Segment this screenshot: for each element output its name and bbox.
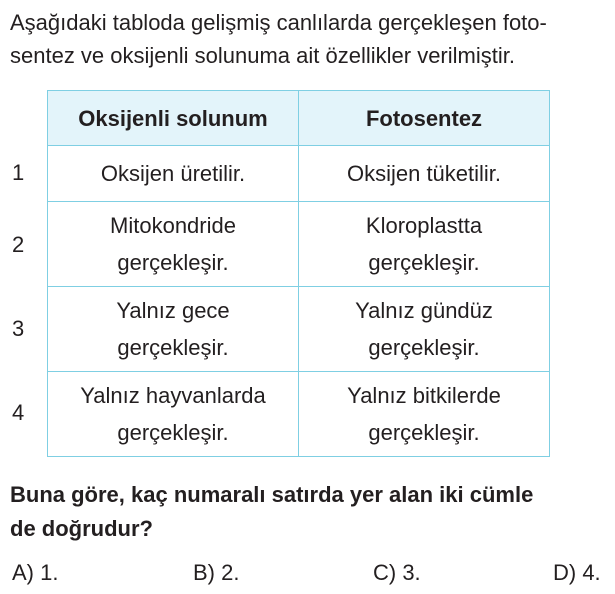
table-row — [48, 202, 550, 287]
table-row — [48, 372, 550, 457]
header-fotosentez: Fotosentez — [299, 91, 550, 146]
cell-line: gerçekleşir. — [117, 250, 229, 275]
cell-line: gerçekleşir. — [368, 420, 480, 445]
cell-fotosentez — [299, 372, 550, 457]
table-row — [48, 287, 550, 372]
row-number-3: 3 — [12, 316, 25, 341]
cell-fotosentez — [299, 146, 550, 202]
cell-line: gerçekleşir. — [368, 250, 480, 275]
option-a[interactable]: A) 1. — [12, 560, 59, 585]
option-d[interactable]: D) 4. — [553, 560, 601, 585]
row-number-1: 1 — [12, 160, 25, 185]
option-b[interactable]: B) 2. — [193, 560, 240, 585]
cell-line: Yalnız gündüz — [355, 298, 493, 323]
cell-line: gerçekleşir. — [368, 335, 480, 360]
comparison-table — [47, 90, 550, 457]
cell-fotosentez — [299, 202, 550, 287]
cell-line: Kloroplastta — [365, 213, 483, 238]
cell-line: gerçekleşir. — [117, 335, 229, 360]
cell-line: Yalnız hayvanlarda — [80, 383, 266, 408]
table-header-row — [48, 91, 550, 146]
row-number-2: 2 — [12, 232, 25, 257]
cell-solunum — [48, 372, 299, 457]
intro-line-1: Aşağıdaki tabloda gelişmiş canlılarda gerçekleşen foto- — [10, 10, 547, 35]
question-text — [10, 478, 610, 546]
cell-solunum — [48, 202, 299, 287]
intro-text — [10, 6, 610, 72]
option-c[interactable]: C) 3. — [373, 560, 421, 585]
row-number-4: 4 — [12, 400, 25, 425]
question-line-1: Buna göre, kaç numaralı satırda yer alan iki cümle — [10, 482, 534, 507]
cell-solunum — [48, 287, 299, 372]
cell-line: Yalnız gece — [116, 298, 230, 323]
question-line-2: de doğrudur? — [10, 516, 153, 541]
cell-fotosentez — [299, 287, 550, 372]
cell-line: Mitokondride — [110, 213, 236, 238]
cell-line: Oksijen üretilir. — [100, 161, 246, 186]
cell-line: Yalnız bitkilerde — [347, 383, 501, 408]
cell-solunum — [48, 146, 299, 202]
table-row — [48, 146, 550, 202]
cell-line: Oksijen tüketilir. — [346, 161, 502, 186]
intro-line-2: sentez ve oksijenli solunuma ait özellikler verilmiştir. — [10, 43, 515, 68]
header-oksijenli-solunum: Oksijenli solunum — [48, 91, 299, 146]
cell-line: gerçekleşir. — [117, 420, 229, 445]
